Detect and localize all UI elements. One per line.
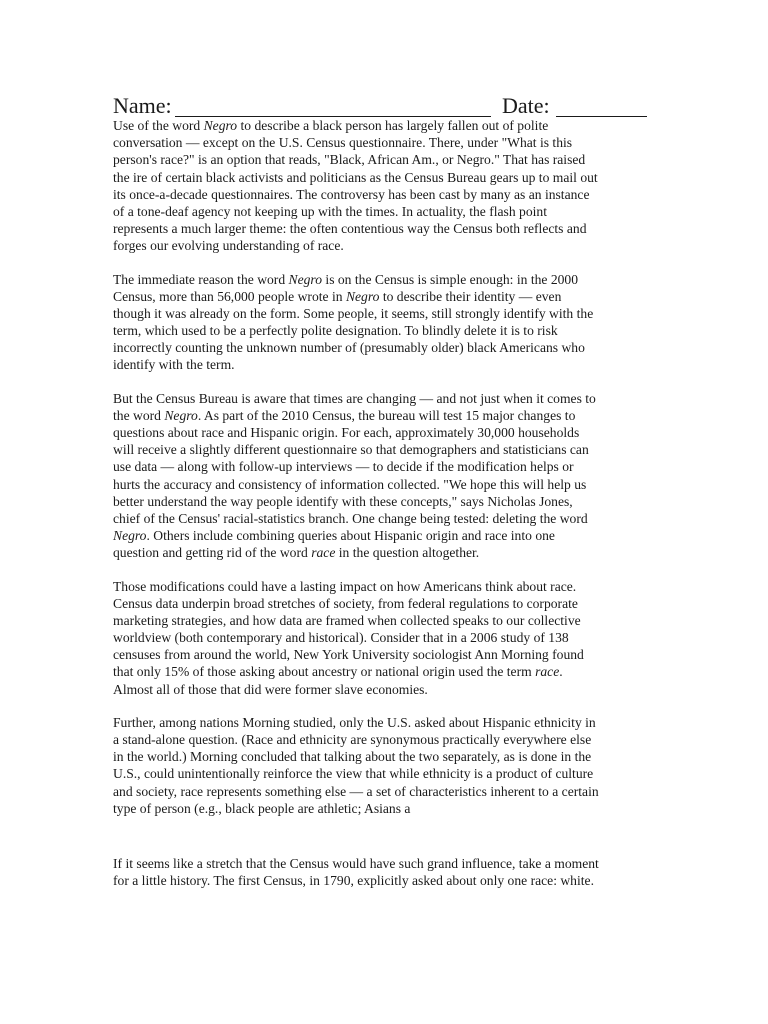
- text-line: [113, 800, 653, 817]
- text-line: [113, 390, 653, 407]
- text-run: question and getting rid of the word: [113, 545, 312, 561]
- worksheet-header: [113, 92, 653, 120]
- text-line: [113, 322, 653, 339]
- text-line: [113, 646, 653, 663]
- text-run: in the world.) Morning concluded that talking about the two separately, as is done in the: [113, 749, 592, 765]
- text-line: [113, 493, 653, 510]
- text-run: identify with the term.: [113, 357, 235, 373]
- text-run: Census data underpin broad stretches of society, from federal regulations to corporate: [113, 595, 578, 611]
- text-line: [113, 748, 653, 765]
- text-line: [113, 510, 653, 527]
- text-run: person's race?" is an option that reads, "Black, African Am., or Negro." That has raised: [113, 152, 586, 168]
- paragraph-gap: [113, 698, 653, 714]
- text-run: Census, more than 56,000 people wrote in: [113, 288, 346, 304]
- text-run: U.S., could unintentionally reinforce the view that while ethnicity is a product of culture: [113, 766, 594, 782]
- text-line: [113, 117, 653, 134]
- text-run: worldview (both contemporary and historical). Consider that in a 2006 study of 138: [113, 630, 569, 646]
- date-label: Date:: [502, 93, 550, 118]
- text-line: [113, 855, 653, 872]
- text-line: [113, 714, 653, 731]
- italic-term: race: [311, 545, 336, 561]
- text-run: and society, race represents something else — a set of characteristics inherent to a certain: [113, 783, 599, 799]
- text-line: [113, 681, 653, 698]
- text-run: that only 15% of those asking about ancestry or national origin used the term: [113, 664, 536, 680]
- text-run: type of person (e.g., black people are athletic; Asians a: [113, 800, 411, 816]
- text-line: [113, 527, 653, 544]
- text-run: Those modifications could have a lasting impact on how Americans think about race.: [113, 578, 577, 594]
- italic-term: Negro: [113, 528, 147, 544]
- text-line: [113, 765, 653, 782]
- text-run: the ire of certain black activists and politicians as the Census Bureau gears up to mail out: [113, 169, 598, 185]
- text-line: [113, 305, 653, 322]
- paragraph-gap: [113, 562, 653, 578]
- text-line: [113, 271, 653, 288]
- text-run: to describe a black person has largely fallen out of polite: [237, 118, 549, 133]
- text-line: [113, 151, 653, 168]
- text-run: chief of the Census' racial-statistics branch. One change being tested: deleting the word: [113, 510, 588, 526]
- text-line: [113, 783, 653, 800]
- text-line: [113, 476, 653, 493]
- text-run: better understand the way people identify with these concepts," says Nicholas Jones,: [113, 493, 573, 509]
- text-line: [113, 424, 653, 441]
- text-line: [113, 237, 653, 254]
- text-run: is on the Census is simple enough: in the 2000: [322, 271, 579, 287]
- text-line: [113, 169, 653, 186]
- text-run: will receive a slightly different questionnaire so that demographers and statisticians can: [113, 442, 589, 458]
- text-run: . As part of the 2010 Census, the bureau will test 15 major changes to: [197, 407, 576, 423]
- italic-term: Negro: [345, 288, 380, 304]
- text-line: [113, 578, 653, 595]
- text-line: [113, 612, 653, 629]
- text-line: [113, 872, 653, 889]
- paragraph-6: [113, 855, 653, 889]
- paragraph-gap: [113, 817, 653, 855]
- text-run: in the question altogether.: [335, 545, 480, 561]
- text-run: the word: [113, 407, 165, 423]
- text-run: But the Census Bureau is aware that times are changing — and not just when it comes to: [113, 390, 596, 406]
- text-run: a stand-alone question. (Race and ethnicity are synonymous practically everywhere else: [113, 732, 592, 747]
- paragraph-4: [113, 578, 653, 698]
- italic-term: race: [535, 664, 560, 680]
- text-line: [113, 288, 653, 305]
- text-run: conversation — except on the U.S. Census questionnaire. There, under "What is this: [113, 135, 573, 151]
- text-run: use data — along with follow-up interviews — to decide if the modification helps or: [113, 459, 574, 475]
- paragraph-1: [113, 117, 653, 255]
- text-run: term, which used to be a perfectly polite designation. To blindly delete it is to risk: [113, 323, 558, 339]
- text-run: to describe their identity — even: [379, 288, 562, 304]
- text-run: Use of the word: [113, 118, 204, 133]
- paragraph-3: [113, 390, 653, 562]
- text-run: . Others include combining queries about Hispanic origin and race into one: [146, 528, 555, 544]
- text-line: [113, 663, 653, 680]
- text-run: Further, among nations Morning studied, only the U.S. asked about Hispanic ethnicity in: [113, 714, 596, 730]
- text-run: for a little history. The first Census, in 1790, explicitly asked about only one race: white.: [113, 873, 594, 889]
- text-line: [113, 203, 653, 220]
- text-run: questions about race and Hispanic origin. For each, approximately 30,000 households: [113, 425, 580, 440]
- italic-term: Negro: [203, 118, 238, 133]
- text-line: [113, 356, 653, 373]
- text-line: [113, 186, 653, 203]
- italic-term: Negro: [288, 271, 323, 287]
- text-line: [113, 220, 653, 237]
- name-label: Name:: [113, 93, 172, 118]
- text-run: Almost all of those that did were former slave economies.: [113, 681, 428, 697]
- text-run: marketing strategies, and how data are framed when collected speaks to our collective: [113, 612, 581, 628]
- text-line: [113, 629, 653, 646]
- text-run: censuses from around the world, New York University sociologist Ann Morning found: [113, 647, 584, 663]
- text-line: [113, 134, 653, 151]
- text-run: incorrectly counting the unknown number of (presumably older) black Americans who: [113, 340, 585, 356]
- text-run: its once-a-decade questionnaires. The controversy has been cast by many as an instance: [113, 186, 590, 202]
- text-line: [113, 339, 653, 356]
- text-run: represents a much larger theme: the often contentious way the Census both reflects and: [113, 221, 587, 237]
- paragraph-2: [113, 271, 653, 374]
- text-run: though it was already on the form. Some people, it seems, still strongly identify with the: [113, 305, 594, 321]
- text-line: [113, 407, 653, 424]
- italic-term: Negro: [164, 407, 198, 423]
- text-line: [113, 441, 653, 458]
- text-run: of a tone-deaf agency not keeping up with the times. In actuality, the flash point: [113, 203, 547, 219]
- text-run: If it seems like a stretch that the Census would have such grand influence, take a moment: [113, 855, 599, 871]
- text-line: [113, 731, 653, 748]
- article-body: [113, 117, 653, 889]
- paragraph-gap: [113, 255, 653, 271]
- text-line: [113, 544, 653, 561]
- text-run: The immediate reason the word: [113, 271, 289, 287]
- paragraph-gap: [113, 374, 653, 390]
- text-run: forges our evolving understanding of race.: [113, 238, 344, 254]
- text-run: hurts the accuracy and consistency of information collected. "We hope this will help us: [113, 476, 587, 492]
- text-line: [113, 458, 653, 475]
- text-run: .: [559, 664, 563, 680]
- text-line: [113, 595, 653, 612]
- paragraph-5: [113, 714, 653, 817]
